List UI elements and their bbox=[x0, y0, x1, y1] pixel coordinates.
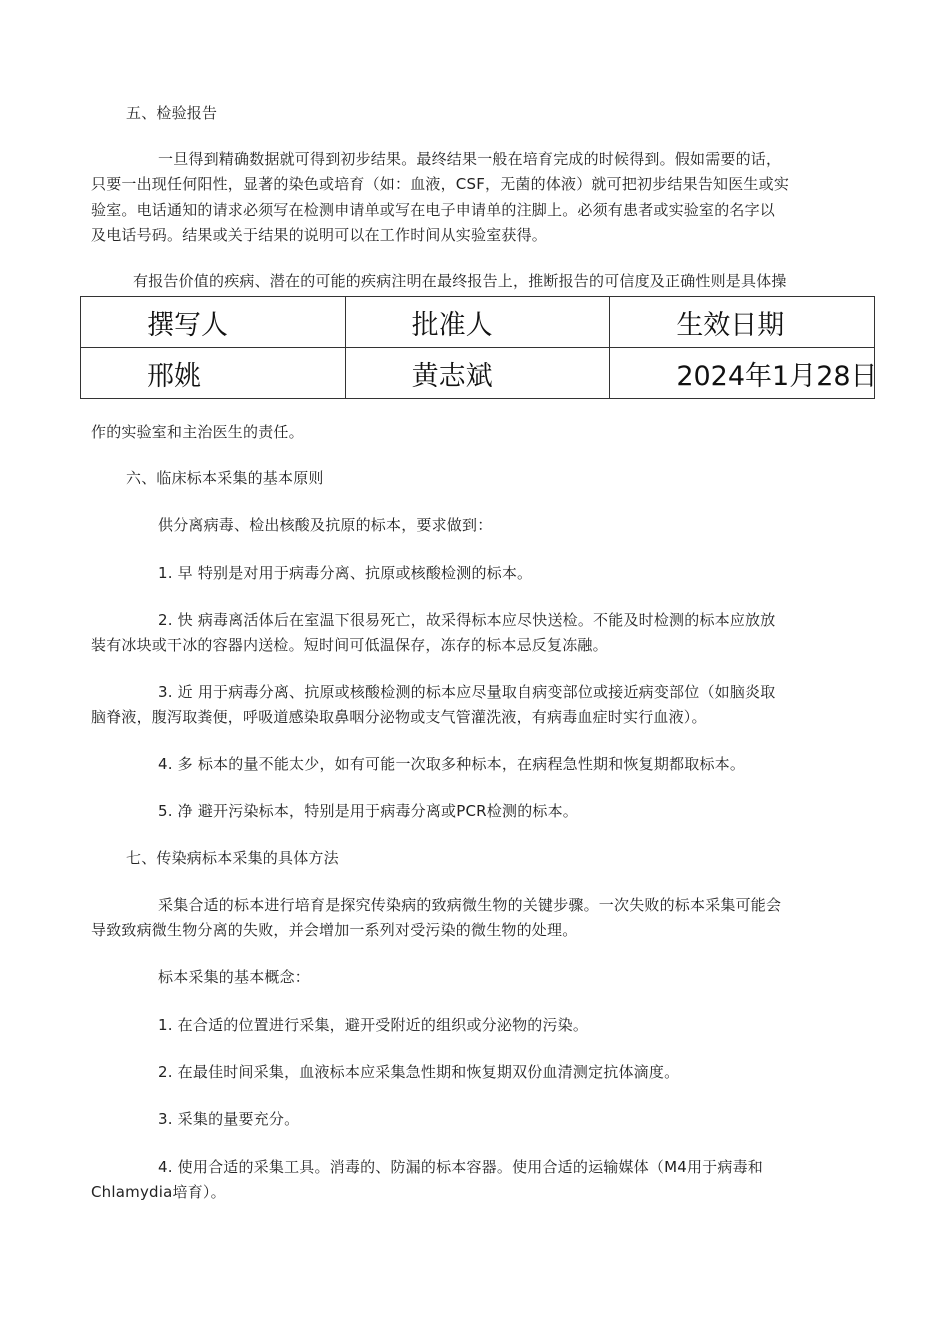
section6-item2-line2: 装有冰块或干冰的容器内送检。短时间可低温保存，冻存的标本忌反复冻融。 bbox=[91, 636, 608, 654]
section6-item3-line2: 脑脊液，腹泻取粪便，呼吸道感染取鼻咽分泌物或支气管灌洗液，有病毒血症时实行血液）。 bbox=[91, 708, 707, 726]
section5-para1-line2: 只要一出现任何阳性，显著的染色或培育（如：血液，CSF，无菌的体液）就可把初步结果告知医生或实 bbox=[91, 175, 790, 193]
section5-para2-start: 有报告价值的疾病、潜在的可能的疾病注明在最终报告上，推断报告的可信度及正确性则是具体操 bbox=[133, 272, 787, 290]
section5-para1-line4: 及电话号码。结果或关于结果的说明可以在工作时间从实验室获得。 bbox=[91, 226, 548, 244]
signature-table-value-row bbox=[81, 348, 875, 399]
approver-value: 黄志斌 bbox=[345, 348, 610, 399]
section5-para2-end: 作的实验室和主治医生的责任。 bbox=[91, 423, 304, 441]
section5-para1-line3: 验室。电话通知的请求必须写在检测申请单或写在电子申请单的注脚上。必须有患者或实验室的名字以 bbox=[91, 201, 776, 219]
section6-item5: 5. 净 避开污染标本，特别是用于病毒分离或PCR检测的标本。 bbox=[158, 802, 578, 820]
section7-item4-line1: 4. 使用合适的采集工具。消毒的、防漏的标本容器。使用合适的运输媒体（M4用于病毒和 bbox=[158, 1158, 763, 1176]
signature-table-header-row bbox=[81, 297, 875, 348]
section7-item3: 3. 采集的量要充分。 bbox=[158, 1110, 300, 1128]
author-value: 邢姚 bbox=[81, 348, 346, 399]
section6-item1: 1. 早 特别是对用于病毒分离、抗原或核酸检测的标本。 bbox=[158, 564, 533, 582]
section7-concept: 标本采集的基本概念： bbox=[158, 968, 311, 986]
effective-date-label: 生效日期 bbox=[610, 297, 875, 348]
section5-heading: 五、检验报告 bbox=[126, 104, 218, 122]
author-label: 撰写人 bbox=[81, 297, 346, 348]
section6-intro: 供分离病毒、检出核酸及抗原的标本，要求做到： bbox=[158, 516, 493, 534]
section7-item2: 2. 在最佳时间采集，血液标本应采集急性期和恢复期双份血清测定抗体滴度。 bbox=[158, 1063, 680, 1081]
section7-item1: 1. 在合适的位置进行采集，避开受附近的组织或分泌物的污染。 bbox=[158, 1016, 589, 1034]
section7-heading: 七、传染病标本采集的具体方法 bbox=[126, 849, 339, 867]
section7-para1-line2: 导致致病微生物分离的失败，并会增加一系列对受污染的微生物的处理。 bbox=[91, 921, 578, 939]
section7-item4-line2: Chlamydia培育）。 bbox=[91, 1183, 226, 1201]
signature-table bbox=[80, 296, 878, 399]
section6-item3-line1: 3. 近 用于病毒分离、抗原或核酸检测的标本应尽量取自病变部位或接近病变部位（如脑炎取 bbox=[158, 683, 776, 701]
section5-para1-line1: 一旦得到精确数据就可得到初步结果。最终结果一般在培育完成的时候得到。假如需要的话， bbox=[158, 150, 782, 168]
section6-item4: 4. 多 标本的量不能太少，如有可能一次取多种标本，在病程急性期和恢复期都取标本。 bbox=[158, 755, 746, 773]
section6-item2-line1: 2. 快 病毒离活体后在室温下很易死亡，故采得标本应尽快送检。不能及时检测的标本应放放 bbox=[158, 611, 776, 629]
section6-heading: 六、临床标本采集的基本原则 bbox=[126, 469, 324, 487]
section7-para1-line1: 采集合适的标本进行培育是探究传染病的致病微生物的关键步骤。一次失败的标本采集可能会 bbox=[158, 896, 782, 914]
approver-label: 批准人 bbox=[345, 297, 610, 348]
effective-date-value: 2024年1月28日 bbox=[610, 348, 875, 399]
